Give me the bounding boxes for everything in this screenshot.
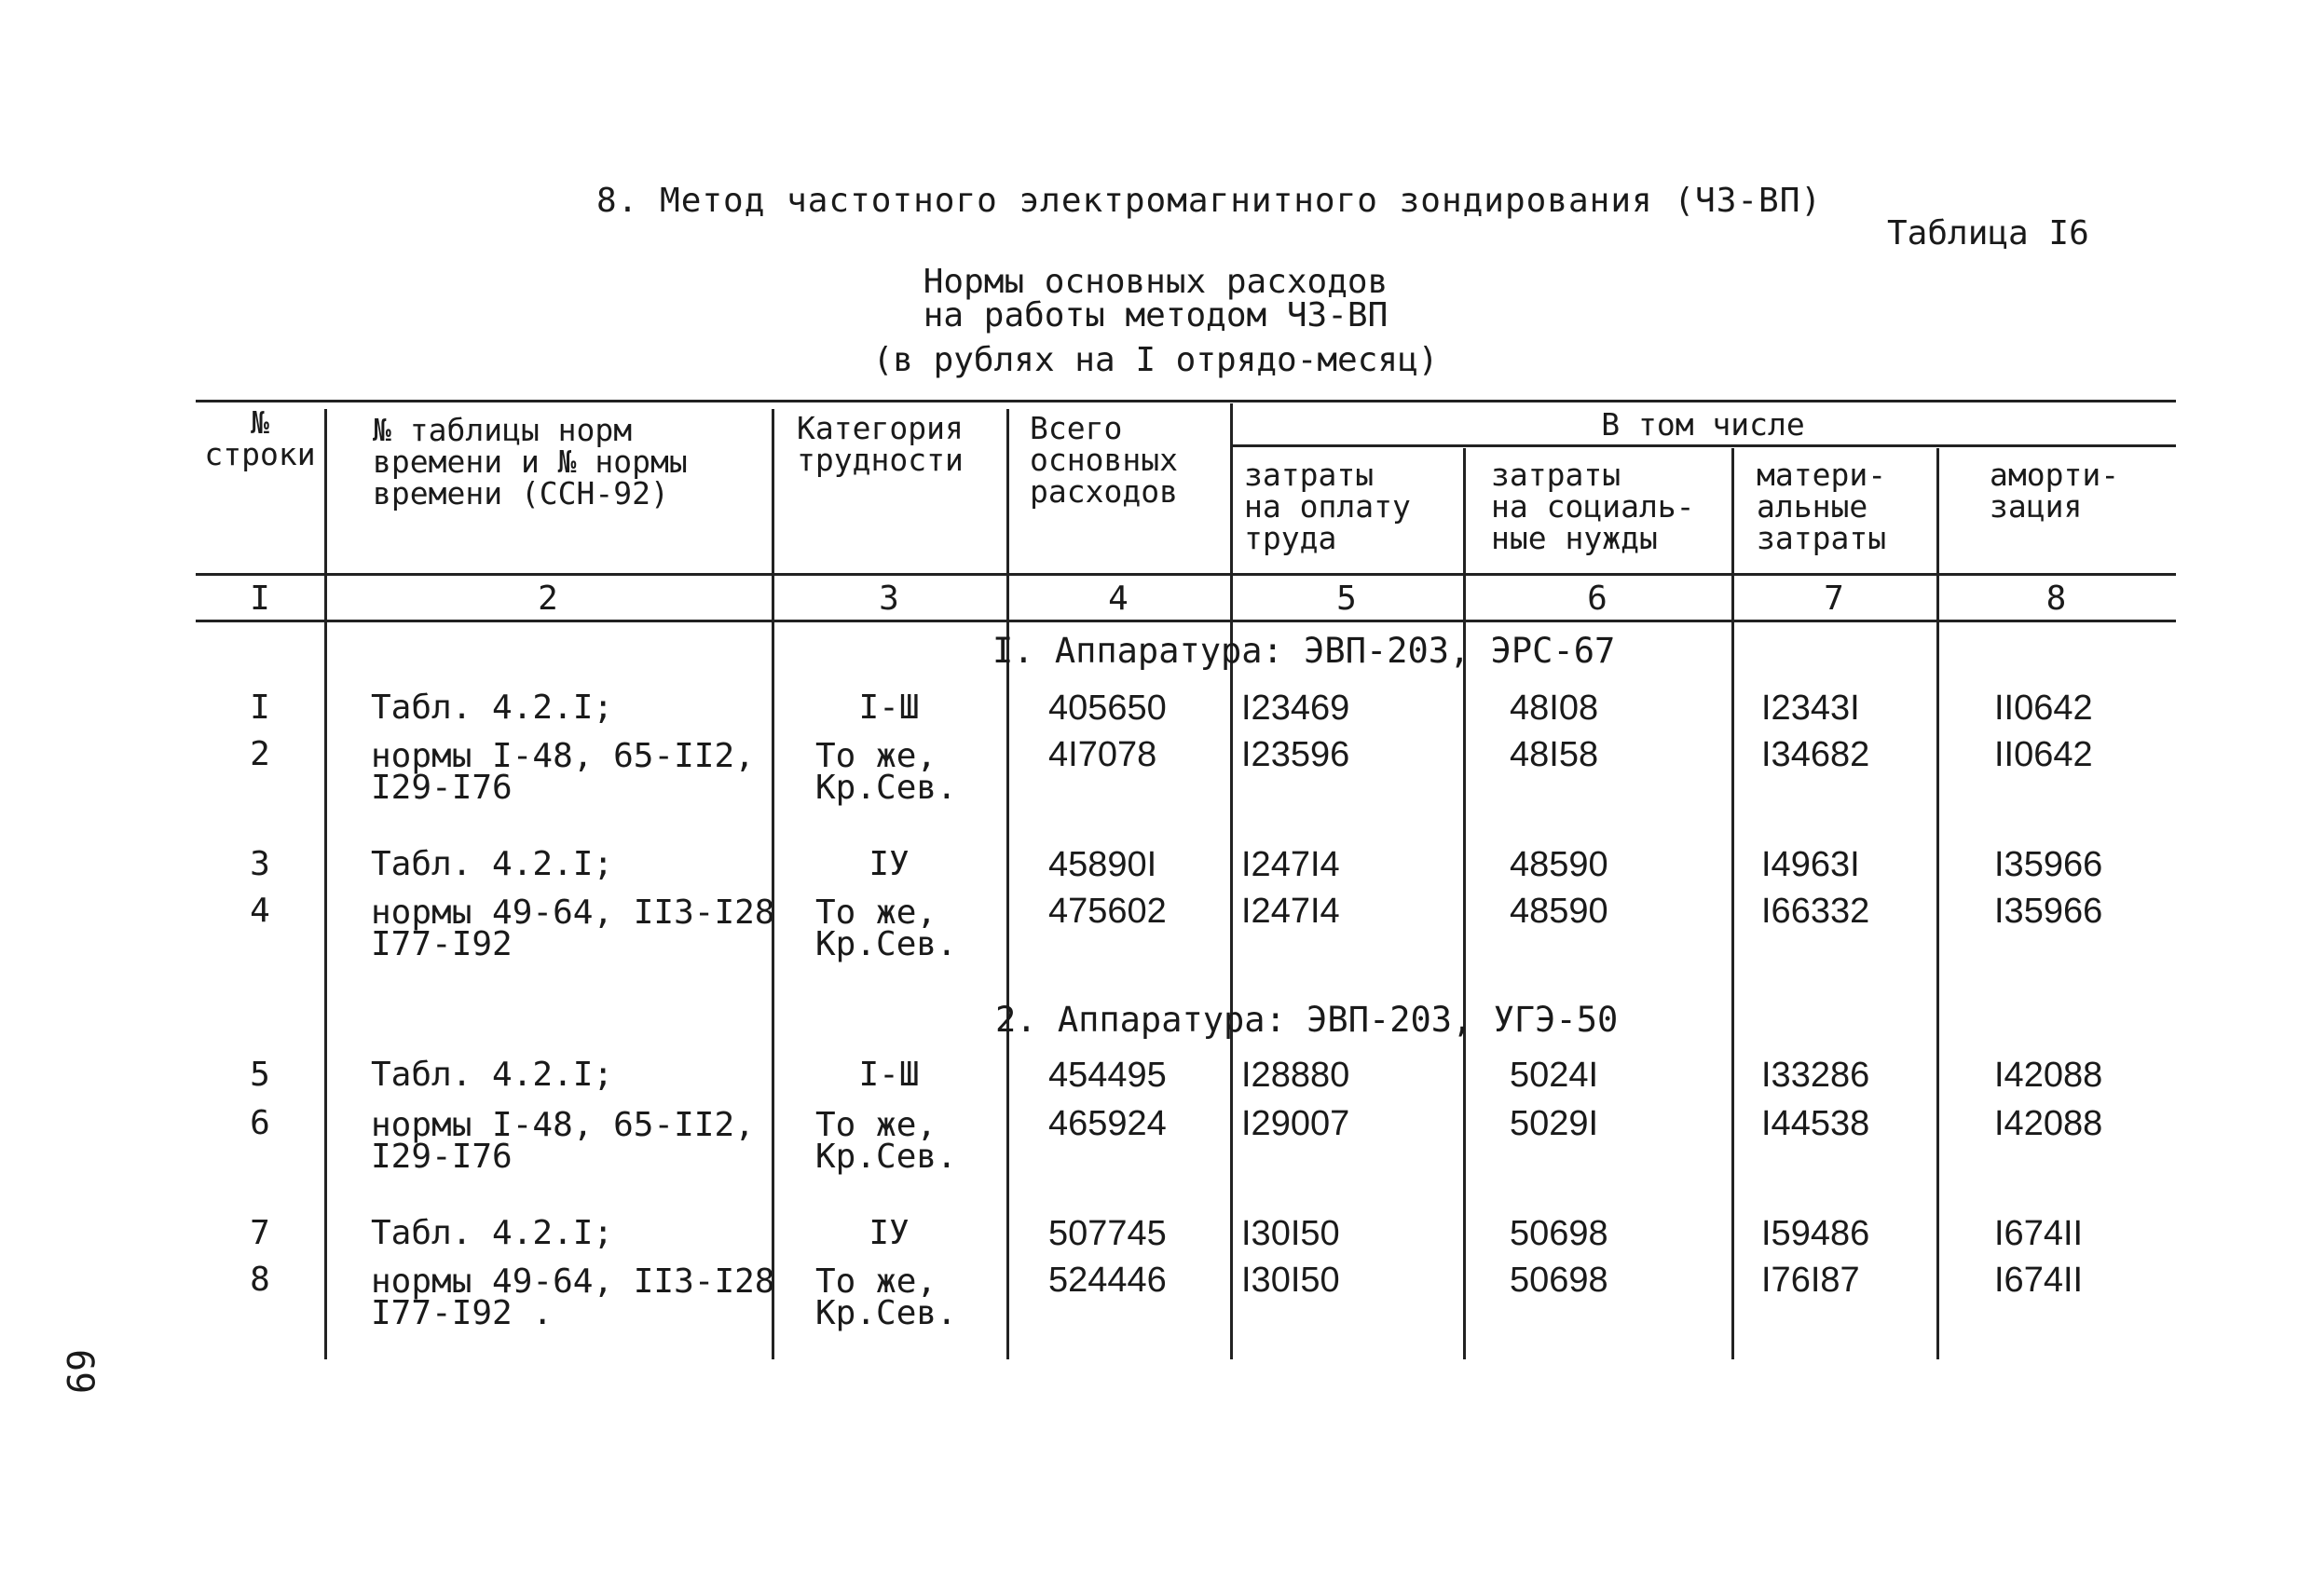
table-top-rule — [196, 400, 2176, 402]
difficulty-category: То же, Кр.Сев. — [815, 1106, 957, 1176]
amortization: I674II — [1994, 1214, 2084, 1253]
row-number: 3 — [250, 845, 270, 883]
amortization: I674II — [1994, 1261, 2084, 1300]
labor-costs: I30I50 — [1241, 1214, 1340, 1253]
norm-reference: нормы I-48, 65-II2, I29-I76 — [371, 737, 755, 807]
amortization: I35966 — [1994, 892, 2103, 931]
header-bottom-rule — [196, 573, 2176, 576]
social-costs: 48I58 — [1510, 735, 1599, 774]
difficulty-category: I-Ш — [858, 689, 920, 727]
material-costs: I4963I — [1761, 845, 1860, 884]
header-labor-costs: затраты на оплату труда — [1244, 457, 1411, 556]
material-costs: I44538 — [1761, 1104, 1870, 1143]
header-amortization: аморти- зация — [1990, 457, 2120, 525]
table-subtitle-line2: на работы методом ЧЗ-ВП — [923, 296, 1389, 334]
row-number: 8 — [250, 1261, 270, 1299]
amortization: I42088 — [1994, 1104, 2103, 1143]
col-divider-4 — [1230, 403, 1233, 1359]
column-number: 8 — [2045, 580, 2067, 618]
labor-costs: I30I50 — [1241, 1261, 1340, 1300]
section-title: 8. Метод частотного электромагнитного зондирования (ЧЗ-ВП) — [596, 182, 1823, 220]
header-norm-reference: № таблицы норм времени и № нормы времени (ССН-92) — [373, 412, 688, 512]
row-number: 6 — [250, 1104, 270, 1142]
social-costs: 48590 — [1510, 845, 1608, 884]
norm-reference: Табл. 4.2.I; — [371, 1056, 614, 1094]
col-divider-3 — [1006, 409, 1009, 1359]
total-costs: 507745 — [1048, 1214, 1167, 1253]
social-costs: 48590 — [1510, 892, 1608, 931]
section-heading-2: 2. Аппаратура: ЭВП-203, УГЭ-50 — [995, 1000, 1619, 1040]
total-costs: 465924 — [1048, 1104, 1167, 1143]
column-number: 3 — [879, 580, 899, 618]
row-number: 5 — [250, 1056, 270, 1094]
header-row-number: № строки — [204, 404, 316, 472]
total-costs: 524446 — [1048, 1261, 1167, 1300]
social-costs: 5024I — [1510, 1056, 1599, 1095]
total-costs: 454495 — [1048, 1056, 1167, 1095]
labor-costs: I23596 — [1241, 735, 1350, 774]
amortization: II0642 — [1994, 689, 2093, 728]
table-subtitle-line3: (в рублях на I отрядо-месяц) — [872, 341, 1439, 379]
amortization: II0642 — [1994, 735, 2093, 774]
header-group-including: В том числе — [1601, 406, 1805, 443]
material-costs: I76I87 — [1761, 1261, 1860, 1300]
col-divider-1 — [324, 409, 327, 1359]
difficulty-category: То же, Кр.Сев. — [815, 893, 957, 963]
column-numbers-rule — [196, 620, 2176, 622]
column-number: 7 — [1824, 580, 1844, 618]
material-costs: I59486 — [1761, 1214, 1870, 1253]
material-costs: I66332 — [1761, 892, 1870, 931]
material-costs: I33286 — [1761, 1056, 1870, 1095]
social-costs: 50698 — [1510, 1214, 1608, 1253]
labor-costs: I247I4 — [1241, 845, 1340, 884]
difficulty-category: IУ — [869, 1214, 910, 1252]
group-header-rule — [1230, 444, 2176, 447]
column-number: 2 — [538, 580, 558, 618]
amortization: I42088 — [1994, 1056, 2103, 1095]
difficulty-category: I-Ш — [858, 1056, 920, 1094]
norm-reference: нормы 49-64, II3-I28 I77-I92 . — [371, 1262, 775, 1332]
amortization: I35966 — [1994, 845, 2103, 884]
column-number: I — [250, 580, 270, 618]
norm-reference: Табл. 4.2.I; — [371, 689, 614, 727]
column-number: 5 — [1336, 580, 1357, 618]
norm-reference: Табл. 4.2.I; — [371, 845, 614, 883]
social-costs: 48I08 — [1510, 689, 1599, 728]
table-label: Таблица I6 — [1887, 214, 2089, 252]
column-number: 4 — [1108, 580, 1129, 618]
total-costs: 4I7078 — [1048, 735, 1157, 774]
difficulty-category: То же, Кр.Сев. — [815, 1262, 957, 1332]
social-costs: 5029I — [1510, 1104, 1599, 1143]
row-number: 7 — [250, 1214, 270, 1252]
column-number: 6 — [1587, 580, 1607, 618]
header-material-costs: матери- альные затраты — [1757, 457, 1887, 556]
header-difficulty-category: Категория трудности — [797, 410, 964, 478]
total-costs: 475602 — [1048, 892, 1167, 931]
row-number: I — [250, 689, 270, 727]
difficulty-category: IУ — [869, 845, 910, 883]
total-costs: 405650 — [1048, 689, 1167, 728]
total-costs: 45890I — [1048, 845, 1157, 884]
row-number: 2 — [250, 735, 270, 773]
material-costs: I2343I — [1761, 689, 1860, 728]
material-costs: I34682 — [1761, 735, 1870, 774]
section-heading-1: I. Аппаратура: ЭВП-203, ЭРС-67 — [992, 631, 1616, 671]
norm-reference: Табл. 4.2.I; — [371, 1214, 614, 1252]
table-subtitle-line1: Нормы основных расходов — [923, 263, 1389, 301]
page-number: 69 — [58, 1349, 101, 1395]
norms-table — [196, 396, 2176, 1356]
difficulty-category: То же, Кр.Сев. — [815, 737, 957, 807]
labor-costs: I247I4 — [1241, 892, 1340, 931]
row-number: 4 — [250, 892, 270, 930]
norm-reference: нормы 49-64, II3-I28 I77-I92 — [371, 893, 775, 963]
norm-reference: нормы I-48, 65-II2, I29-I76 — [371, 1106, 755, 1176]
header-social-costs: затраты на социаль- ные нужды — [1491, 457, 1695, 556]
labor-costs: I23469 — [1241, 689, 1350, 728]
social-costs: 50698 — [1510, 1261, 1608, 1300]
header-total-costs: Всего основных расходов — [1030, 410, 1178, 510]
col-divider-2 — [772, 409, 774, 1359]
labor-costs: I28880 — [1241, 1056, 1350, 1095]
labor-costs: I29007 — [1241, 1104, 1350, 1143]
